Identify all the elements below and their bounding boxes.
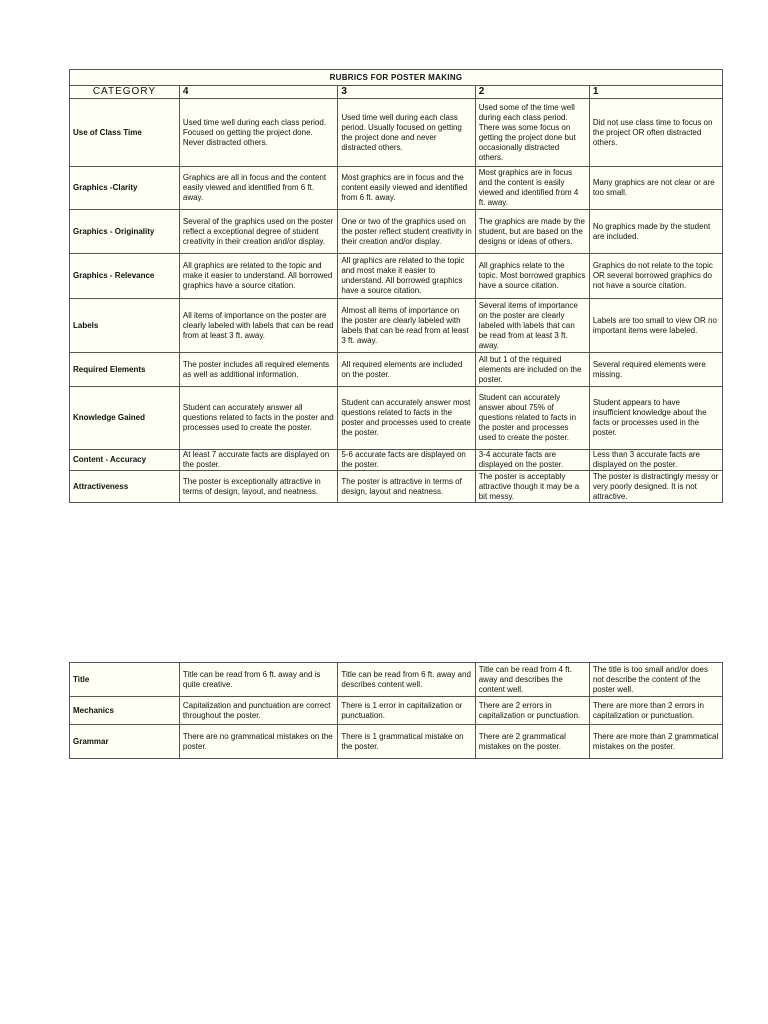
rubric-cell-score-3: Used time well during each class period. Usually focused on getting the project done and never distracted others. [338, 99, 475, 167]
rubric-cell-score-3: The poster is attractive in terms of design, layout and neatness. [338, 471, 475, 503]
rubric-cell-score-3: Title can be read from 6 ft. away and describes content well. [338, 663, 475, 697]
rubric-cell-score-3: Almost all items of importance on the poster are clearly labeled with labels that can be read from at least 3 ft. away. [338, 299, 475, 353]
rubric-cell-score-1: There are more than 2 grammatical mistakes on the poster. [589, 725, 722, 759]
header-score-1: 1 [589, 86, 722, 99]
rubric-cell-score-1: The poster is distractingly messy or very poorly designed. It is not attractive. [589, 471, 722, 503]
table-row [70, 450, 723, 471]
rubric-cell-score-1: The title is too small and/or does not describe the content of the poster well. [589, 663, 722, 697]
rubric-rows-continued [70, 663, 723, 759]
row-criterion: Required Elements [70, 353, 180, 387]
row-criterion: Use of Class Time [70, 99, 180, 167]
table-row [70, 299, 723, 353]
header-score-3: 3 [338, 86, 475, 99]
rubric-cell-score-3: There is 1 error in capitalization or punctuation. [338, 697, 475, 725]
table-row [70, 697, 723, 725]
rubric-cell-score-3: Most graphics are in focus and the content easily viewed and identified from 6 ft. away. [338, 167, 475, 210]
rubric-cell-score-2: All but 1 of the required elements are included on the poster. [475, 353, 589, 387]
row-criterion: Graphics - Originality [70, 210, 180, 254]
rubric-cell-score-3: All required elements are included on the poster. [338, 353, 475, 387]
table-row [70, 387, 723, 450]
header-row [70, 86, 723, 99]
rubric-cell-score-3: One or two of the graphics used on the poster reflect student creativity in their creation and/or display. [338, 210, 475, 254]
rubric-cell-score-4: Student can accurately answer all questions related to facts in the poster and processes used to create the poster. [179, 387, 337, 450]
rubric-cell-score-4: Title can be read from 6 ft. away and is quite creative. [179, 663, 337, 697]
row-criterion: Knowledge Gained [70, 387, 180, 450]
rubric-cell-score-1: There are more than 2 errors in capitalization or punctuation. [589, 697, 722, 725]
table-row [70, 254, 723, 299]
rubric-rows [70, 99, 723, 503]
rubric-cell-score-1: Labels are too small to view OR no important items were labeled. [589, 299, 722, 353]
rubric-cell-score-3: 5-6 accurate facts are displayed on the poster. [338, 450, 475, 471]
title-row [70, 70, 723, 86]
rubric-table-continued [69, 662, 723, 759]
row-criterion: Grammar [70, 725, 180, 759]
rubric-cell-score-3: All graphics are related to the topic and most make it easier to understand. All borrowed graphics have a source citation. [338, 254, 475, 299]
rubric-cell-score-2: Most graphics are in focus and the content is easily viewed and identified from 4 ft. away. [475, 167, 589, 210]
rubric-cell-score-1: Did not use class time to focus on the project OR often distracted others. [589, 99, 722, 167]
rubric-cell-score-4: Several of the graphics used on the poster reflect a exceptional degree of student creativity in their creation and/or display. [179, 210, 337, 254]
rubric-cell-score-1: Graphics do not relate to the topic OR several borrowed graphics do not have a source citation. [589, 254, 722, 299]
rubric-cell-score-2: The poster is acceptably attractive though it may be a bit messy. [475, 471, 589, 503]
rubric-cell-score-4: Capitalization and punctuation are correct throughout the poster. [179, 697, 337, 725]
rubric-cell-score-4: All graphics are related to the topic and make it easier to understand. All borrowed graphics have a source citation. [179, 254, 337, 299]
rubric-cell-score-4: Graphics are all in focus and the content easily viewed and identified from 6 ft. away. [179, 167, 337, 210]
row-criterion: Attractiveness [70, 471, 180, 503]
rubric-cell-score-2: Student can accurately answer about 75% of questions related to facts in the poster and processes used to create the poster. [475, 387, 589, 450]
rubric-cell-score-2: 3-4 accurate facts are displayed on the poster. [475, 450, 589, 471]
rubric-cell-score-2: There are 2 grammatical mistakes on the poster. [475, 725, 589, 759]
rubric-table [69, 69, 723, 503]
table-row [70, 210, 723, 254]
table-row [70, 725, 723, 759]
row-criterion: Content - Accuracy [70, 450, 180, 471]
rubric-cell-score-4: The poster includes all required elements as well as additional information. [179, 353, 337, 387]
rubric-cell-score-1: Several required elements were missing. [589, 353, 722, 387]
header-score-4: 4 [179, 86, 337, 99]
row-criterion: Mechanics [70, 697, 180, 725]
rubric-cell-score-4: The poster is exceptionally attractive in terms of design, layout, and neatness. [179, 471, 337, 503]
rubric-cell-score-2: Used some of the time well during each class period. There was some focus on getting the project done but occasionally distracted others. [475, 99, 589, 167]
table-row [70, 167, 723, 210]
rubric-cell-score-2: All graphics relate to the topic. Most borrowed graphics have a source citation. [475, 254, 589, 299]
rubric-cell-score-1: Less than 3 accurate facts are displayed on the poster. [589, 450, 722, 471]
row-criterion: Graphics -Clarity [70, 167, 180, 210]
rubric-cell-score-3: Student can accurately answer most questions related to facts in the poster and processes used to create the poster. [338, 387, 475, 450]
row-criterion: Graphics - Relevance [70, 254, 180, 299]
table-row [70, 99, 723, 167]
rubric-cell-score-1: Student appears to have insufficient knowledge about the facts or processes used in the poster. [589, 387, 722, 450]
rubric-cell-score-1: Many graphics are not clear or are too small. [589, 167, 722, 210]
page-title: RUBRICS FOR POSTER MAKING [70, 70, 723, 86]
header-score-2: 2 [475, 86, 589, 99]
row-criterion: Labels [70, 299, 180, 353]
header-category: CATEGORY [70, 86, 180, 99]
rubric-cell-score-1: No graphics made by the student are included. [589, 210, 722, 254]
rubric-cell-score-2: There are 2 errors in capitalization or punctuation. [475, 697, 589, 725]
rubric-cell-score-3: There is 1 grammatical mistake on the poster. [338, 725, 475, 759]
rubric-cell-score-4: Used time well during each class period. Focused on getting the project done. Never distracted others. [179, 99, 337, 167]
table-row [70, 663, 723, 697]
rubric-cell-score-4: All items of importance on the poster are clearly labeled with labels that can be read from at least 3 ft. away. [179, 299, 337, 353]
rubric-cell-score-2: Several items of importance on the poster are clearly labeled with labels that can be read from at least 3 ft. away. [475, 299, 589, 353]
rubric-cell-score-2: Title can be read from 4 ft. away and describes the content well. [475, 663, 589, 697]
row-criterion: Title [70, 663, 180, 697]
table-row [70, 471, 723, 503]
table-row [70, 353, 723, 387]
rubric-cell-score-2: The graphics are made by the student, but are based on the designs or ideas of others. [475, 210, 589, 254]
rubric-cell-score-4: There are no grammatical mistakes on the poster. [179, 725, 337, 759]
rubric-cell-score-4: At least 7 accurate facts are displayed on the poster. [179, 450, 337, 471]
